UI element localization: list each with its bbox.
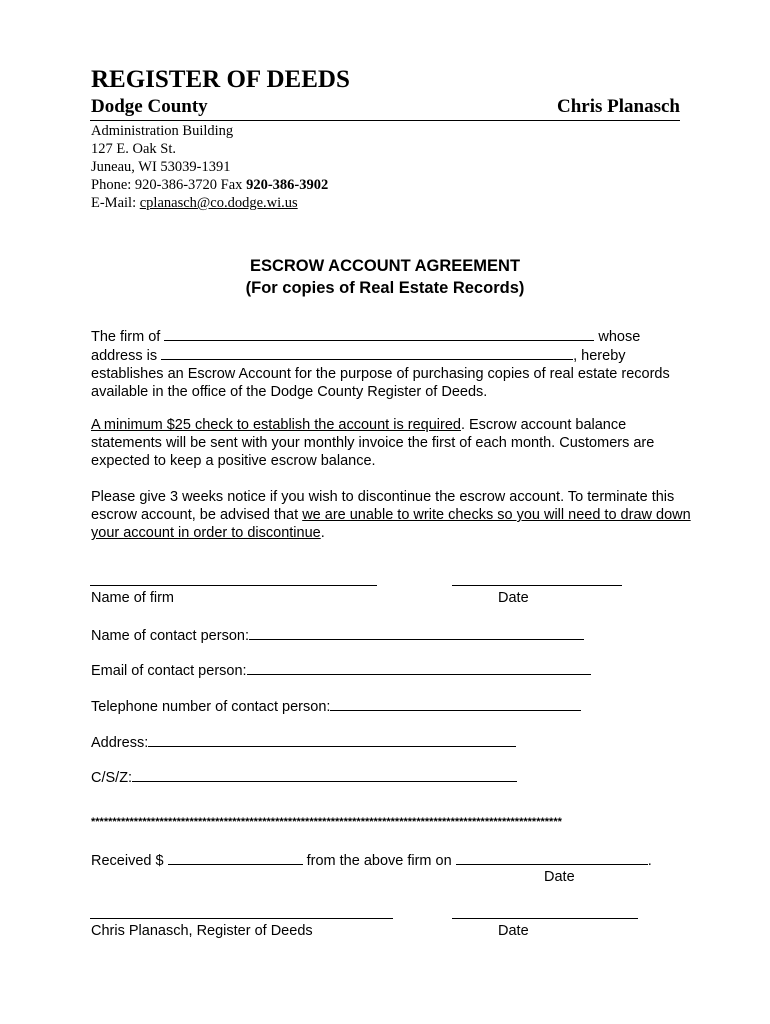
minimum-check-text: A minimum $25 check to establish the account is required: [91, 417, 461, 433]
document-subtitle: (For copies of Real Estate Records): [245, 279, 525, 297]
firm-name-signature-line[interactable]: [90, 585, 377, 586]
registrar-name: Chris Planasch: [557, 96, 680, 117]
contact-name-blank[interactable]: [249, 626, 584, 640]
name-of-firm-label: Name of firm: [91, 590, 174, 606]
csz-field: [91, 768, 517, 786]
contact-name-field: [91, 626, 584, 644]
address-field: [91, 733, 516, 751]
contact-email-blank[interactable]: [247, 661, 591, 675]
firm-suffix: whose: [594, 329, 641, 345]
firm-line: [91, 327, 691, 346]
firm-prefix: The firm of: [91, 329, 165, 345]
contact-phone-label: Telephone number of contact person:: [91, 699, 331, 715]
fax-number: 920-386-3902: [246, 177, 329, 193]
agreement-paragraph: [91, 327, 691, 401]
asterisk-separator: **************************************************************************************************************: [91, 816, 562, 828]
office-title: REGISTER OF DEEDS: [91, 66, 350, 93]
address-line-1: Administration Building: [91, 123, 234, 139]
firm-date-label: Date: [498, 590, 529, 606]
address-line-3: Juneau, WI 53039-1391: [91, 159, 231, 175]
address-label: Address:: [91, 735, 149, 751]
firm-date-line[interactable]: [452, 585, 622, 586]
email-label: E-Mail:: [91, 195, 140, 211]
document-title: ESCROW ACCOUNT AGREEMENT: [249, 257, 521, 275]
address-line-2: 127 E. Oak St.: [91, 141, 176, 157]
notice-end: .: [320, 525, 325, 541]
registrar-date-label: Date: [498, 923, 529, 939]
csz-label: C/S/Z:: [91, 770, 133, 786]
email-link[interactable]: cplanasch@co.dodge.wi.us: [139, 195, 298, 211]
address-line: [91, 346, 691, 365]
firm-name-blank[interactable]: [164, 327, 594, 341]
received-date-blank[interactable]: [456, 851, 648, 865]
firm-address-blank[interactable]: [161, 346, 573, 360]
notice-text: Please give 3 weeks notice if you wish to discontinue the escrow account. To terminate this escrow account, be advised that: [91, 489, 675, 523]
from-label: from the above firm on: [302, 853, 456, 869]
received-line: [91, 851, 652, 869]
address-prefix: address is: [91, 348, 162, 364]
address-suffix: , hereby: [573, 348, 626, 364]
received-period: .: [647, 853, 652, 869]
no-checks-warning: we are unable to write checks so you will need to draw down your account in order to discontinue: [91, 507, 691, 541]
contact-email-field: [91, 661, 591, 679]
email-line: [91, 195, 298, 212]
registrar-signature-label: Chris Planasch, Register of Deeds: [91, 923, 313, 939]
contact-email-label: Email of contact person:: [91, 663, 247, 679]
contact-phone-blank[interactable]: [330, 697, 581, 711]
contact-phone-field: [91, 697, 581, 715]
received-amount-blank[interactable]: [168, 851, 303, 865]
minimum-check-paragraph: [91, 416, 691, 470]
registrar-date-line[interactable]: [452, 918, 638, 919]
termination-paragraph: [91, 488, 691, 542]
received-date-label: Date: [544, 869, 575, 885]
establish-text: establishes an Escrow Account for the purpose of purchasing copies of real estate records available in the office of the Dodge County Register of Deeds.: [91, 366, 670, 400]
address-blank[interactable]: [148, 733, 516, 747]
registrar-signature-line[interactable]: [90, 918, 393, 919]
county-name: Dodge County: [91, 96, 208, 117]
phone-label: Phone: 920-386-3720 Fax: [91, 177, 247, 193]
received-label: Received $: [91, 853, 168, 869]
csz-blank[interactable]: [132, 768, 517, 782]
phone-fax-line: [91, 177, 328, 194]
statement-text: . Escrow account balance statements will be sent with your monthly invoice the first of each month. Customers are expected to keep a positive escrow balance.: [91, 417, 655, 469]
contact-name-label: Name of contact person:: [91, 628, 249, 644]
header-divider: [90, 120, 680, 121]
